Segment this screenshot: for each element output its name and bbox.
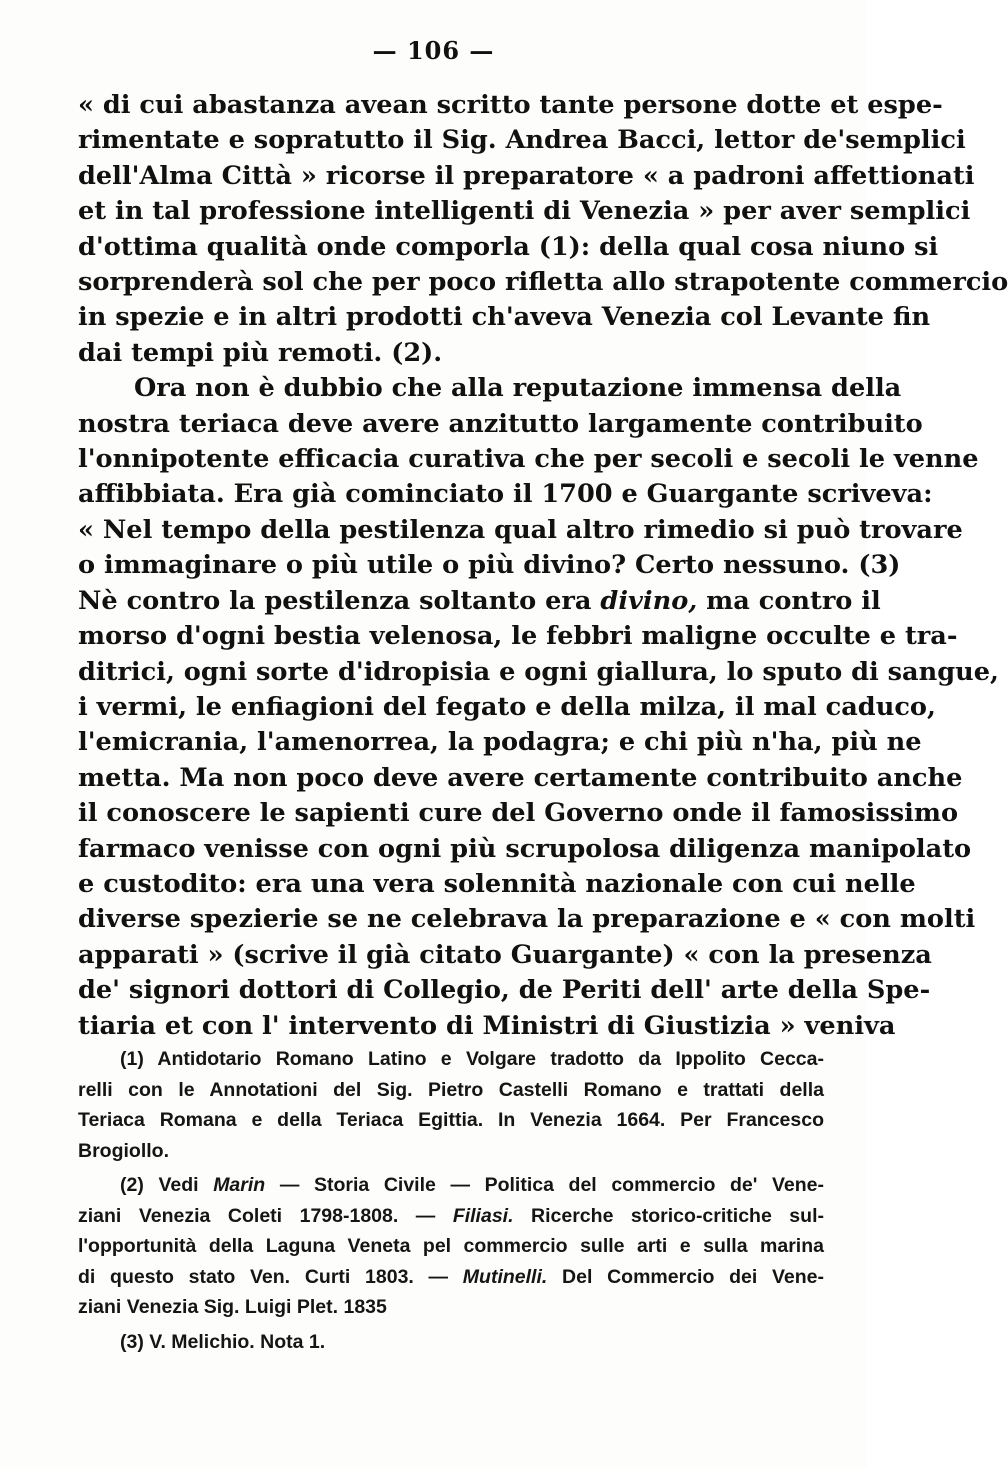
text-line: in spezie e in altri prodotti ch'aveva Venezia col Levante fin xyxy=(78,302,931,333)
text-line: diverse spezierie se ne celebrava la preparazione e « con molti xyxy=(78,904,976,935)
footnote-line: relli con le Annotationi del Sig. Pietro Castelli Romano e trattati della xyxy=(78,1078,824,1101)
text-line: « Nel tempo della pestilenza qual altro rimedio si può trovare xyxy=(78,514,963,545)
text-segment: — Storia Civile — Politica del commercio de' Vene- xyxy=(279,1174,825,1196)
footnote-line: (3) V. Melichio. Nota 1. xyxy=(120,1330,326,1353)
text-segment: Nè contro la pestilenza soltanto era xyxy=(78,585,592,616)
text-line: ditrici, ogni sorte d'idropisia e ogni giallura, lo sputo di sangue, xyxy=(78,656,999,687)
footnote-line xyxy=(78,1262,824,1293)
text-segment: di questo stato Ven. Curti 1803. — xyxy=(78,1265,449,1288)
footnotes xyxy=(78,1044,824,1361)
text-line: « di cui abastanza avean scritto tante persone dotte et espe- xyxy=(78,90,943,120)
text-line: rimentate e sopratutto il Sig. Andrea Bacci, lettor de'semplici xyxy=(78,125,966,156)
italic-author: Filiasi. xyxy=(452,1204,514,1227)
text-segment: ziani Venezia Coleti 1798-1808. — xyxy=(78,1204,436,1227)
text-line: metta. Ma non poco deve avere certamente contribuito anche xyxy=(78,762,963,793)
text-segment: Del Commercio dei Vene- xyxy=(562,1265,825,1288)
paragraph-start: Ora non è dubbio che alla reputazione immensa della xyxy=(134,373,902,404)
main-text xyxy=(78,88,1008,1044)
text-segment: ma contro il xyxy=(706,585,881,616)
text-line: dai tempi più remoti. (2). xyxy=(78,337,443,368)
text-line: morso d'ogni bestia velenosa, le febbri maligne occulte e tra- xyxy=(78,621,958,652)
text-line: tiaria et con l' intervento di Ministri di Giustizia » veniva xyxy=(78,1010,896,1041)
text-line: et in tal professione intelligenti di Venezia » per aver semplici xyxy=(78,196,971,227)
text-line: l'emicrania, l'amenorrea, la podagra; e chi più n'ha, più ne xyxy=(78,727,922,758)
footnote-3 xyxy=(78,1327,824,1358)
text-line: il conoscere le sapienti cure del Governo onde il famosissimo xyxy=(78,798,959,829)
footnote-line: (1) Antidotario Romano Latino e Volgare tradotto da Ippolito Cecca- xyxy=(120,1048,824,1070)
italic-author: Mutinelli. xyxy=(462,1265,548,1288)
footnote-line xyxy=(78,1201,824,1232)
footnote-line xyxy=(78,1170,824,1201)
text-line: o immaginare o più utile o più divino? Certo nessuno. (3) xyxy=(78,550,901,581)
text-line: de' signori dottori di Collegio, de Periti dell' arte della Spe- xyxy=(78,975,931,1006)
page-number: — 106 — xyxy=(372,36,495,65)
footnote-2 xyxy=(78,1170,824,1323)
footnote-line: Teriaca Romana e della Teriaca Egittia. In Venezia 1664. Per Francesco xyxy=(78,1109,824,1131)
text-line: apparati » (scrive il già citato Guargante) « con la presenza xyxy=(78,939,932,970)
text-line: dell'Alma Città » ricorse il preparatore « a padroni affettionati xyxy=(78,160,975,191)
text-line: nostra teriaca deve avere anzitutto largamente contribuito xyxy=(78,408,923,439)
footnote-line: ziani Venezia Sig. Luigi Plet. 1835 xyxy=(78,1296,387,1318)
text-segment: (2) Vedi xyxy=(120,1174,199,1196)
text-line: sorprenderà sol che per poco rifletta allo strapotente commercio xyxy=(78,267,1008,298)
text-line: e custodito: era una vera solennità nazionale con cui nelle xyxy=(78,868,916,899)
italic-word: divino, xyxy=(600,585,698,616)
text-line: affibbiata. Era già cominciato il 1700 e Guargante scriveva: xyxy=(78,479,933,510)
footnote-1 xyxy=(78,1044,824,1166)
text-line: i vermi, le enfiagioni del fegato e della milza, il mal caduco, xyxy=(78,691,936,722)
text-line: d'ottima qualità onde comporla (1): della qual cosa niuno si xyxy=(78,231,939,262)
footnote-line: Brogiollo. xyxy=(78,1139,169,1162)
italic-author: Marin xyxy=(213,1174,266,1196)
footnote-line: l'opportunità della Laguna Veneta pel commercio sulle arti e sulla marina xyxy=(78,1235,824,1257)
text-line: l'onnipotente efficacia curativa che per secoli e secoli le venne xyxy=(78,444,979,475)
text-line xyxy=(78,584,881,619)
text-line: farmaco venisse con ogni più scrupolosa diligenza manipolato xyxy=(78,833,972,864)
text-segment: Ricerche storico-critiche sul- xyxy=(531,1204,824,1227)
